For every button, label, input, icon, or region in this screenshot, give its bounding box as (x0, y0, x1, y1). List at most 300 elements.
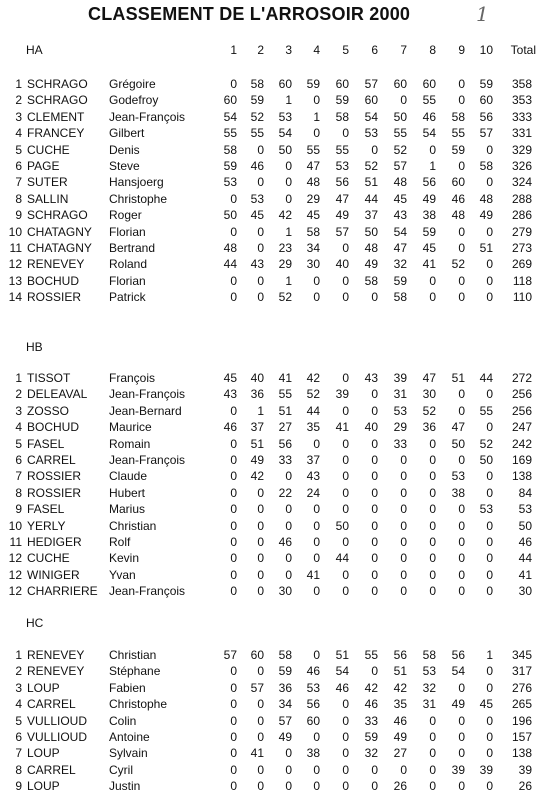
score-cell: 0 (342, 485, 349, 500)
score-cell: 0 (371, 436, 378, 451)
score-cell: 40 (335, 257, 349, 272)
total-cell: 118 (512, 273, 532, 288)
first-name-cell: Cyril (109, 762, 133, 777)
last-name-cell: ROSSIER (27, 485, 82, 500)
score-cell: 0 (458, 680, 465, 695)
last-name-cell: SUTER (27, 175, 68, 190)
total-cell: 26 (518, 779, 532, 794)
score-cell: 0 (313, 551, 320, 566)
score-cell: 0 (486, 779, 493, 794)
first-name-cell: Florian (109, 273, 146, 288)
column-header-6: 6 (371, 43, 378, 57)
score-cell: 0 (429, 535, 436, 549)
last-name-cell: FASEL (27, 436, 65, 451)
score-cell: 0 (429, 502, 436, 517)
first-name-cell: Jean-Bernard (109, 403, 182, 418)
total-cell: 331 (511, 126, 532, 141)
score-cell: 0 (257, 567, 264, 582)
total-cell: 279 (511, 224, 532, 239)
score-cell: 46 (422, 109, 436, 124)
score-cell: 1 (285, 273, 292, 288)
score-cell: 41 (335, 420, 349, 435)
score-cell: 0 (257, 485, 264, 500)
score-cell: 34 (278, 697, 292, 712)
score-cell: 0 (313, 436, 320, 451)
score-cell: 50 (393, 109, 407, 124)
score-cell: 39 (335, 387, 349, 402)
first-name-cell: Steve (109, 159, 140, 173)
score-cell: 0 (230, 551, 237, 566)
score-cell: 0 (486, 485, 493, 500)
last-name-cell: PAGE (27, 159, 60, 173)
score-cell: 60 (278, 77, 292, 91)
page-number-mark: 1 (476, 2, 489, 26)
score-cell: 0 (257, 713, 264, 728)
score-cell: 48 (451, 208, 465, 223)
table-row (0, 550, 544, 566)
score-cell: 59 (364, 730, 378, 744)
score-cell: 0 (313, 273, 320, 288)
total-cell: 50 (518, 518, 532, 533)
score-cell: 0 (486, 420, 493, 435)
score-cell: 0 (230, 584, 237, 599)
score-cell: 0 (285, 191, 292, 206)
rank-cell: 10 (8, 518, 22, 533)
score-cell: 0 (342, 567, 349, 582)
last-name-cell: CARREL (27, 762, 76, 777)
first-name-cell: Yvan (109, 567, 136, 582)
rank-cell: 9 (15, 779, 22, 794)
table-row (0, 680, 544, 696)
score-cell: 0 (458, 502, 465, 517)
last-name-cell: VULLIOUD (27, 730, 88, 744)
total-cell: 256 (511, 403, 532, 418)
score-cell: 0 (429, 142, 436, 157)
total-cell: 157 (511, 730, 532, 744)
score-cell: 0 (342, 730, 349, 744)
rank-cell: 4 (15, 697, 22, 712)
score-cell: 0 (342, 697, 349, 712)
score-cell: 0 (371, 535, 378, 549)
score-cell: 38 (306, 746, 320, 761)
score-cell: 0 (257, 290, 264, 305)
page-title: CLASSEMENT DE L'ARROSOIR 2000 (88, 4, 411, 24)
score-cell: 56 (422, 175, 436, 190)
score-cell: 49 (364, 257, 378, 272)
score-cell: 0 (257, 175, 264, 190)
table-row (0, 778, 544, 794)
total-cell: 138 (511, 746, 532, 761)
rank-cell: 14 (8, 290, 22, 305)
last-name-cell: WINIGER (27, 567, 80, 582)
score-cell: 0 (230, 77, 237, 91)
score-cell: 43 (364, 371, 378, 385)
score-cell: 51 (278, 403, 292, 418)
score-cell: 46 (306, 664, 320, 679)
score-cell: 0 (313, 779, 320, 794)
score-cell: 0 (257, 241, 264, 255)
last-name-cell: BOCHUD (27, 420, 80, 435)
score-cell: 0 (458, 779, 465, 794)
score-cell: 0 (429, 567, 436, 582)
score-cell: 59 (306, 77, 320, 91)
score-cell: 39 (479, 762, 493, 777)
score-cell: 52 (393, 142, 407, 157)
last-name-cell: FRANCEY (27, 126, 85, 141)
total-cell: 329 (511, 142, 532, 157)
table-row (0, 567, 544, 583)
score-cell: 0 (458, 551, 465, 566)
total-cell: 46 (518, 535, 532, 549)
score-cell: 49 (451, 697, 465, 712)
table-row (0, 92, 544, 108)
score-cell: 42 (393, 680, 407, 695)
score-cell: 60 (335, 77, 349, 91)
score-cell: 0 (371, 469, 378, 484)
score-cell: 0 (313, 584, 320, 599)
score-cell: 0 (400, 453, 407, 467)
score-cell: 0 (429, 436, 436, 451)
score-cell: 42 (278, 208, 292, 223)
score-cell: 0 (458, 273, 465, 288)
score-cell: 42 (250, 469, 264, 484)
score-cell: 46 (250, 159, 264, 173)
score-cell: 37 (364, 208, 378, 223)
score-cell: 0 (342, 273, 349, 288)
score-cell: 48 (306, 175, 320, 190)
group-label: HA (26, 43, 43, 57)
score-cell: 0 (257, 551, 264, 566)
score-cell: 49 (250, 453, 264, 467)
score-cell: 58 (306, 224, 320, 239)
table-row (0, 518, 544, 534)
score-cell: 53 (335, 159, 349, 173)
column-header-8: 8 (429, 43, 436, 57)
score-cell: 0 (486, 175, 493, 190)
column-header-10: 10 (479, 43, 493, 57)
column-header-2: 2 (257, 43, 264, 57)
first-name-cell: Christophe (109, 191, 168, 206)
score-cell: 43 (223, 387, 237, 402)
score-cell: 57 (479, 126, 493, 141)
score-cell: 0 (486, 518, 493, 533)
score-cell: 0 (486, 142, 493, 157)
score-cell: 0 (257, 535, 264, 549)
total-cell: 273 (511, 241, 532, 255)
score-cell: 0 (458, 403, 465, 418)
score-cell: 57 (223, 648, 237, 662)
score-cell: 0 (429, 746, 436, 761)
last-name-cell: SCHRAGO (27, 208, 88, 223)
score-cell: 53 (278, 109, 292, 124)
score-cell: 50 (479, 453, 493, 467)
score-cell: 53 (422, 664, 436, 679)
score-cell: 0 (429, 518, 436, 533)
first-name-cell: Rolf (109, 535, 131, 549)
score-cell: 0 (371, 142, 378, 157)
score-cell: 45 (393, 191, 407, 206)
score-cell: 0 (371, 453, 378, 467)
total-cell: 353 (511, 93, 532, 108)
score-cell: 52 (278, 290, 292, 305)
score-cell: 0 (486, 535, 493, 549)
rank-cell: 1 (15, 648, 22, 662)
rank-cell: 8 (15, 485, 22, 500)
score-cell: 60 (422, 77, 436, 91)
score-cell: 0 (371, 485, 378, 500)
score-cell: 44 (335, 551, 349, 566)
score-cell: 0 (342, 371, 349, 385)
first-name-cell: François (109, 371, 156, 385)
score-cell: 0 (400, 518, 407, 533)
rank-cell: 3 (15, 403, 22, 418)
score-cell: 49 (393, 730, 407, 744)
first-name-cell: Grégoire (109, 77, 156, 91)
score-cell: 48 (364, 241, 378, 255)
score-cell: 51 (479, 241, 493, 255)
score-cell: 0 (285, 779, 292, 794)
score-cell: 0 (257, 142, 264, 157)
score-cell: 32 (364, 746, 378, 761)
score-cell: 40 (364, 420, 378, 435)
score-cell: 0 (486, 469, 493, 484)
score-cell: 59 (278, 664, 292, 679)
score-cell: 57 (364, 77, 378, 91)
score-cell: 40 (250, 371, 264, 385)
score-cell: 56 (335, 175, 349, 190)
score-cell: 0 (429, 551, 436, 566)
score-cell: 53 (479, 502, 493, 517)
last-name-cell: HEDIGER (27, 535, 82, 549)
score-cell: 0 (429, 584, 436, 599)
score-cell: 29 (278, 257, 292, 272)
score-cell: 0 (371, 779, 378, 794)
score-cell: 0 (342, 453, 349, 467)
table-row (0, 663, 544, 679)
last-name-cell: LOUP (27, 680, 60, 695)
score-cell: 0 (230, 779, 237, 794)
rank-cell: 5 (15, 142, 22, 157)
last-name-cell: YERLY (27, 518, 66, 533)
score-cell: 51 (364, 175, 378, 190)
table-row (0, 191, 544, 207)
score-cell: 0 (400, 485, 407, 500)
score-cell: 0 (230, 518, 237, 533)
rank-cell: 9 (15, 208, 22, 223)
score-cell: 0 (400, 535, 407, 549)
score-cell: 36 (250, 387, 264, 402)
score-cell: 44 (479, 371, 493, 385)
score-cell: 54 (278, 126, 292, 141)
table-row (0, 207, 544, 223)
score-cell: 0 (230, 403, 237, 418)
score-cell: 52 (364, 159, 378, 173)
score-cell: 38 (422, 208, 436, 223)
score-cell: 58 (250, 77, 264, 91)
first-name-cell: Jean-François (109, 453, 186, 467)
score-cell: 0 (486, 746, 493, 761)
score-cell: 0 (230, 535, 237, 549)
score-cell: 54 (393, 224, 407, 239)
score-cell: 0 (486, 584, 493, 599)
score-cell: 35 (306, 420, 320, 435)
last-name-cell: CARREL (27, 697, 76, 712)
score-cell: 0 (429, 713, 436, 728)
table-row (0, 273, 544, 289)
score-cell: 58 (364, 273, 378, 288)
total-cell: 276 (511, 680, 532, 695)
rank-cell: 3 (15, 680, 22, 695)
score-cell: 57 (250, 680, 264, 695)
score-cell: 59 (393, 273, 407, 288)
score-cell: 0 (371, 567, 378, 582)
table-row (0, 289, 544, 305)
score-cell: 56 (479, 109, 493, 124)
rank-cell: 4 (15, 126, 22, 141)
score-cell: 0 (257, 584, 264, 599)
rank-cell: 1 (15, 371, 22, 385)
score-cell: 0 (313, 290, 320, 305)
score-cell: 0 (400, 567, 407, 582)
last-name-cell: SCHRAGO (27, 93, 88, 108)
score-cell: 52 (479, 436, 493, 451)
first-name-cell: Christophe (109, 697, 168, 712)
rank-cell: 4 (15, 420, 22, 435)
score-cell: 0 (371, 403, 378, 418)
score-cell: 0 (342, 535, 349, 549)
score-cell: 0 (458, 730, 465, 744)
score-cell: 0 (458, 241, 465, 255)
score-cell: 52 (306, 387, 320, 402)
score-cell: 60 (451, 175, 465, 190)
score-cell: 36 (422, 420, 436, 435)
score-cell: 39 (451, 762, 465, 777)
table-row (0, 485, 544, 501)
score-cell: 0 (313, 518, 320, 533)
rank-cell: 5 (15, 713, 22, 728)
table-row (0, 468, 544, 484)
first-name-cell: Stéphane (109, 664, 161, 679)
first-name-cell: Christian (109, 518, 157, 533)
score-cell: 0 (458, 93, 465, 108)
score-cell: 0 (230, 664, 237, 679)
table-row (0, 729, 544, 745)
score-cell: 53 (393, 403, 407, 418)
score-cell: 53 (306, 680, 320, 695)
last-name-cell: TISSOT (27, 371, 71, 385)
score-cell: 33 (393, 436, 407, 451)
score-cell: 46 (364, 697, 378, 712)
total-cell: 110 (512, 290, 532, 305)
rank-cell: 6 (15, 730, 22, 744)
first-name-cell: Jean-François (109, 387, 186, 402)
last-name-cell: DELEAVAL (27, 387, 88, 402)
last-name-cell: CLEMENT (27, 109, 85, 124)
score-cell: 46 (335, 680, 349, 695)
score-cell: 45 (223, 371, 237, 385)
score-cell: 0 (486, 273, 493, 288)
score-cell: 54 (335, 664, 349, 679)
total-cell: 256 (511, 387, 532, 402)
table-row (0, 224, 544, 240)
score-cell: 0 (486, 224, 493, 239)
score-cell: 58 (278, 648, 292, 662)
score-cell: 57 (335, 224, 349, 239)
score-cell: 0 (257, 762, 264, 777)
score-cell: 31 (422, 697, 436, 712)
score-cell: 1 (313, 109, 320, 124)
score-cell: 0 (486, 680, 493, 695)
last-name-cell: RENEVEY (27, 257, 85, 272)
rank-cell: 8 (15, 191, 22, 206)
last-name-cell: CHATAGNY (27, 224, 92, 239)
score-cell: 0 (429, 453, 436, 467)
rank-cell: 13 (8, 273, 22, 288)
score-cell: 1 (285, 224, 292, 239)
score-cell: 51 (250, 436, 264, 451)
score-cell: 60 (393, 77, 407, 91)
rank-cell: 2 (15, 387, 22, 402)
total-cell: 286 (511, 208, 532, 223)
table-row (0, 762, 544, 778)
score-cell: 0 (429, 273, 436, 288)
score-cell: 0 (486, 551, 493, 566)
column-header-3: 3 (285, 43, 292, 57)
last-name-cell: CARREL (27, 453, 76, 467)
first-name-cell: Roland (109, 257, 148, 272)
score-cell: 27 (393, 746, 407, 761)
score-cell: 60 (364, 93, 378, 108)
score-cell: 56 (278, 436, 292, 451)
score-cell: 46 (393, 713, 407, 728)
rank-cell: 9 (15, 502, 22, 517)
score-cell: 0 (285, 502, 292, 517)
first-name-cell: Hubert (109, 485, 146, 500)
score-cell: 45 (250, 208, 264, 223)
score-cell: 31 (393, 387, 407, 402)
score-cell: 52 (451, 257, 465, 272)
score-cell: 0 (230, 746, 237, 761)
score-cell: 0 (230, 469, 237, 484)
last-name-cell: ZOSSO (27, 403, 70, 418)
score-cell: 0 (458, 77, 465, 91)
total-cell: 358 (511, 77, 532, 91)
score-cell: 0 (230, 502, 237, 517)
score-cell: 54 (451, 664, 465, 679)
first-name-cell: Roger (109, 208, 142, 223)
score-cell: 0 (285, 762, 292, 777)
score-cell: 0 (342, 403, 349, 418)
score-cell: 53 (223, 175, 237, 190)
total-cell: 39 (518, 762, 532, 777)
last-name-cell: CHATAGNY (27, 241, 92, 255)
score-cell: 0 (230, 191, 237, 206)
score-cell: 50 (364, 224, 378, 239)
score-cell: 0 (230, 567, 237, 582)
score-cell: 32 (422, 680, 436, 695)
score-cell: 55 (278, 387, 292, 402)
score-cell: 1 (429, 159, 436, 173)
score-cell: 0 (400, 584, 407, 599)
score-cell: 0 (230, 697, 237, 712)
score-cell: 0 (400, 93, 407, 108)
score-cell: 53 (250, 191, 264, 206)
score-cell: 44 (364, 191, 378, 206)
column-header-5: 5 (342, 43, 349, 57)
score-cell: 0 (371, 584, 378, 599)
score-cell: 0 (458, 567, 465, 582)
table-row (0, 403, 544, 419)
